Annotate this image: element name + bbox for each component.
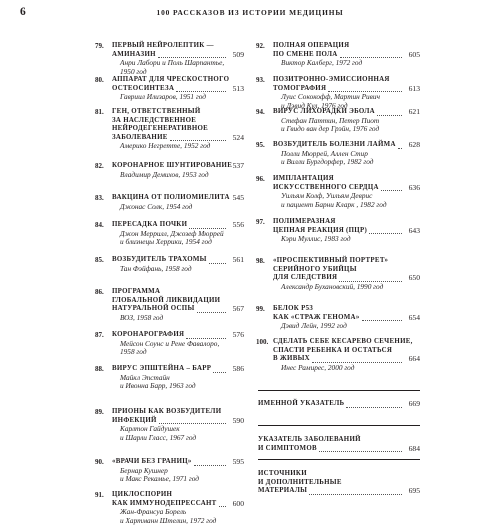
entry-author-line: Стефан Паттин, Петер Пиот: [281, 115, 380, 125]
entry-title-line: И ДОПОЛНИТЕЛЬНЫЕ: [258, 478, 342, 486]
dotted-leader: [170, 132, 226, 142]
entry-title-line: МАТЕРИАЛЫ: [258, 487, 308, 495]
page-number-ref: 669: [408, 399, 420, 408]
entry-title-line: ВИРУС ЭПШТЕЙНА – БАРР: [112, 365, 212, 372]
entry-author-line: и Вилли Бургдорфер, 1982 год: [281, 157, 374, 167]
entry-number: 90.: [95, 458, 104, 466]
entry-author-line: Александр Бухановский, 1990 год: [281, 281, 384, 291]
entry-author-line: Уильям Колф, Уильям Деврис: [281, 191, 373, 201]
dotted-leader: [209, 254, 226, 264]
entry-author-line: и Хартманн Штелин, 1972 год: [120, 515, 217, 525]
entry-title-line: ПОЛНАЯ ОПЕРАЦИЯ: [273, 42, 350, 49]
entry-title-line: КАК ИММУНОДЕПРЕССАНТ: [112, 499, 217, 507]
entry-number: 82.: [95, 162, 104, 170]
entry-author-line: Мейсон Соунс и Рене Фавалоро,: [120, 338, 220, 348]
entry-title-line: КАК «СТРАЖ ГЕНОМА»: [273, 313, 360, 321]
dotted-leader: [189, 219, 226, 229]
entry-author-line: ВОЗ, 1958 год: [120, 312, 164, 322]
entry-author-line: и Ивонна Барр, 1963 год: [120, 381, 196, 391]
entry-title-line: ГЛОБАЛЬНОЙ ЛИКВИДАЦИИ: [112, 296, 221, 304]
entry-title-line: ИМПЛАНТАЦИЯ: [273, 175, 334, 182]
entry-title-line: ПРОГРАММА: [112, 288, 161, 295]
entry-number: 89.: [95, 408, 104, 416]
entry-title-line: НЕЙРОДЕГЕНЕРАТИВНОЕ: [112, 125, 209, 133]
dotted-leader: [369, 225, 402, 235]
entry-title-line: ИМЕННОЙ УКАЗАТЕЛЬ: [258, 400, 345, 407]
entry-title-line: НАТУРАЛЬНОЙ ОСПЫ: [112, 305, 195, 313]
page-number-ref: 664: [408, 354, 420, 364]
entry-title-line: СПАСТИ РЕБЕНКА И ОСТАТЬСЯ: [273, 346, 393, 354]
section-divider: [258, 390, 420, 391]
entry-title-line: ПРИОНЫ КАК ВОЗБУДИТЕЛИ: [112, 408, 222, 415]
entry-title-line: И СИМПТОМОВ: [258, 444, 317, 452]
entry-number: 94.: [256, 108, 265, 116]
entry-author-line: и близнецы Херрики, 1954 год: [120, 237, 212, 247]
entry-title-line: ИСТОЧНИКИ: [258, 470, 307, 477]
entry-title-line: УКАЗАТЕЛЬ ЗАБОЛЕВАНИЙ: [258, 436, 361, 443]
entry-number: 97.: [256, 218, 265, 226]
entry-author-line: Майкл Эпстайн: [120, 372, 170, 382]
entry-title-line: «ВРАЧИ БЕЗ ГРАНИЦ»: [112, 458, 192, 465]
entry-number: 85.: [95, 256, 104, 264]
entry-title-line: ПО СМЕНЕ ПОЛА: [273, 50, 338, 58]
page-number-ref: 545: [232, 193, 244, 202]
entry-author-line: Анри Лабори и Поль Шарпантье,: [120, 58, 225, 68]
entry-title-line: АППАРАТ ДЛЯ ЧРЕСКОСТНОГО: [112, 76, 230, 83]
entry-author-line: Гавриил Илизаров, 1951 год: [120, 92, 206, 102]
dotted-leader: [159, 415, 226, 425]
entry-number: 100.: [256, 338, 269, 346]
entry-author-line: Луис Сококофф, Мартин Ривич: [281, 92, 380, 102]
entry-title-line: ИСКУССТВЕННОГО СЕРДЦА: [273, 183, 379, 191]
entry-number: 91.: [95, 491, 104, 499]
entry-title-line: ВАКЦИНА ОТ ПОЛИОМИЕЛИТА: [112, 194, 230, 201]
page-number-ref: 524: [232, 132, 244, 142]
page-number-ref: 643: [408, 225, 420, 235]
entry-title-line: «ПРОСПЕКТИВНЫЙ ПОРТРЕТ»: [273, 257, 389, 264]
entry-author-line: Владимир Демихов, 1953 год: [120, 169, 209, 179]
entry-title-line: БЕЛОК P53: [273, 305, 314, 312]
page-number-ref: 684: [408, 443, 420, 453]
dotted-leader: [339, 272, 402, 282]
page-number-ref: 695: [408, 486, 420, 496]
page-number-ref: 650: [408, 273, 420, 283]
entry-author-line: 1950 год: [120, 66, 147, 76]
entry-author-line: Кэри Муллис, 1983 год: [281, 234, 351, 244]
entry-number: 88.: [95, 365, 104, 373]
entry-author-line: Дэвид Лейн, 1992 год: [281, 321, 347, 331]
entry-number: 84.: [95, 221, 104, 229]
entry-title-line: ВОЗБУДИТЕЛЬ БОЛЕЗНИ ЛАЙМА: [273, 141, 396, 148]
entry-author-line: 1958 год: [120, 347, 147, 357]
entry-number: 80.: [95, 76, 104, 84]
entry-title-line: ИНФЕКЦИЙ: [112, 416, 157, 424]
entry-author-line: Полли Мюррей, Аллен Стир: [281, 148, 368, 158]
page-number-ref: 567: [232, 304, 244, 314]
entry-title-line: ПЕРЕСАДКА ПОЧКИ: [112, 221, 188, 228]
entry-title-line: В ЖИВЫХ: [273, 355, 310, 363]
entry-title-line: ОСТЕОСИНТЕЗА: [112, 84, 175, 92]
running-title: 100 РАССКАЗОВ ИЗ ИСТОРИИ МЕДИЦИНЫ: [156, 8, 344, 17]
entry-number: 79.: [95, 42, 104, 50]
entry-number: 98.: [256, 257, 265, 265]
entry-author-line: Джон Меррилл, Джозеф Мюррей: [120, 228, 224, 238]
entry-author-line: и Шарли Гласс, 1967 год: [120, 432, 197, 442]
entry-author-line: Инес Рамирес, 2000 год: [281, 362, 355, 372]
dotted-leader: [398, 139, 402, 149]
entry-title-line: ЦИКЛОСПОРИН: [112, 491, 173, 498]
dotted-leader: [176, 83, 226, 93]
dotted-leader: [377, 106, 402, 116]
section-divider: [258, 459, 420, 460]
entry-author-line: Карлтон Гайдушек: [120, 424, 180, 434]
page-number-ref: 513: [232, 83, 244, 93]
dotted-leader: [186, 329, 226, 339]
dotted-leader: [362, 312, 402, 322]
page-number-ref: 509: [232, 49, 244, 59]
dotted-leader: [319, 443, 402, 453]
dotted-leader: [219, 498, 226, 508]
page-number-ref: 576: [232, 330, 244, 339]
page-number-ref: 561: [232, 255, 244, 264]
entry-title-line: ПОЛИМЕРАЗНАЯ: [273, 218, 336, 225]
page-number-ref: 556: [232, 220, 244, 229]
entry-title-line: ВОЗБУДИТЕЛЬ ТРАХОМЫ: [112, 256, 207, 263]
entry-number: 99.: [256, 305, 265, 313]
dotted-leader: [381, 182, 402, 192]
entry-number: 86.: [95, 288, 104, 296]
entry-author-line: Тан Фэйфань, 1958 год: [120, 263, 192, 273]
dotted-leader: [158, 49, 226, 59]
entry-author-line: и Макс Рекамье, 1971 год: [120, 474, 199, 484]
entry-title-line: ТОМОГРАФИЯ: [273, 84, 327, 92]
entry-number: 95.: [256, 141, 265, 149]
entry-title-line: АМИНАЗИН: [112, 50, 156, 58]
dotted-leader: [194, 456, 226, 466]
page-number-ref: 636: [408, 182, 420, 192]
page-number-ref: 590: [232, 415, 244, 425]
entry-author-line: Бернар Кушнер: [120, 465, 168, 475]
page-number-ref: 537: [232, 161, 244, 170]
entry-number: 83.: [95, 194, 104, 202]
entry-author-line: Жан-Франсуа Борель: [120, 507, 187, 517]
entry-title-line: ЗА НАСЛЕДСТВЕННОЕ: [112, 116, 197, 124]
entry-number: 96.: [256, 175, 265, 183]
entry-author-line: Джонас Солк, 1954 год: [120, 201, 193, 211]
page-number-ref: 654: [408, 312, 420, 322]
dotted-leader: [328, 83, 402, 93]
page-number-ref: 595: [232, 457, 244, 466]
page-number-ref: 621: [408, 107, 420, 116]
page-number-ref: 628: [408, 140, 420, 149]
entry-title-line: КОРОНАРОГРАФИЯ: [112, 331, 185, 338]
entry-title-line: ЦЕПНАЯ РЕАКЦИЯ (ПЦР): [273, 226, 368, 234]
entry-title-line: ДЛЯ СЛЕДСТВИЯ: [273, 274, 338, 282]
entry-title-line: ПОЗИТРОННО-ЭМИССИОННАЯ: [273, 76, 390, 83]
entry-number: 92.: [256, 42, 265, 50]
entry-title-line: ПЕРВЫЙ НЕЙРОЛЕПТИК —: [112, 42, 214, 49]
entry-author-line: Виктор Калберг, 1972 год: [281, 58, 363, 68]
entry-number: 81.: [95, 108, 104, 116]
page-number-ref: 586: [232, 364, 244, 373]
section-divider: [258, 425, 420, 426]
dotted-leader: [213, 363, 226, 373]
entry-author-line: Америко Негретте, 1952 год: [120, 141, 211, 151]
entry-title-line: СДЕЛАТЬ СЕБЕ КЕСАРЕВО СЕЧЕНИЕ,: [273, 338, 413, 345]
page-number-ref: 605: [408, 49, 420, 59]
entry-number: 93.: [256, 76, 265, 84]
entry-author-line: и Дэвид Кул, 1976 год: [281, 100, 348, 110]
dotted-leader: [340, 49, 402, 59]
dotted-leader: [312, 353, 402, 363]
entry-title-line: КОРОНАРНОЕ ШУНТИРОВАНИЕ: [112, 162, 233, 169]
entry-title-line: ГЕН, ОТВЕТСТВЕННЫЙ: [112, 108, 201, 115]
page-number-ref: 600: [232, 498, 244, 508]
entry-title-line: ВИРУС ЛИХОРАДКИ ЭБОЛА: [273, 108, 375, 115]
entry-author-line: и Гвидо ван дер Грэйн, 1976 год: [281, 124, 380, 134]
dotted-leader: [309, 485, 402, 495]
entry-title-line: ЗАБОЛЕВАНИЕ: [112, 133, 168, 141]
page-number-ref: 613: [408, 83, 420, 93]
entry-author-line: и пациент Барни Кларк , 1982 год: [281, 199, 387, 209]
entry-title-line: СЕРИЙНОГО УБИЙЦЫ: [273, 265, 357, 273]
page-number: 6: [20, 6, 26, 18]
dotted-leader: [197, 303, 226, 313]
entry-number: 87.: [95, 331, 104, 339]
dotted-leader: [346, 398, 402, 408]
